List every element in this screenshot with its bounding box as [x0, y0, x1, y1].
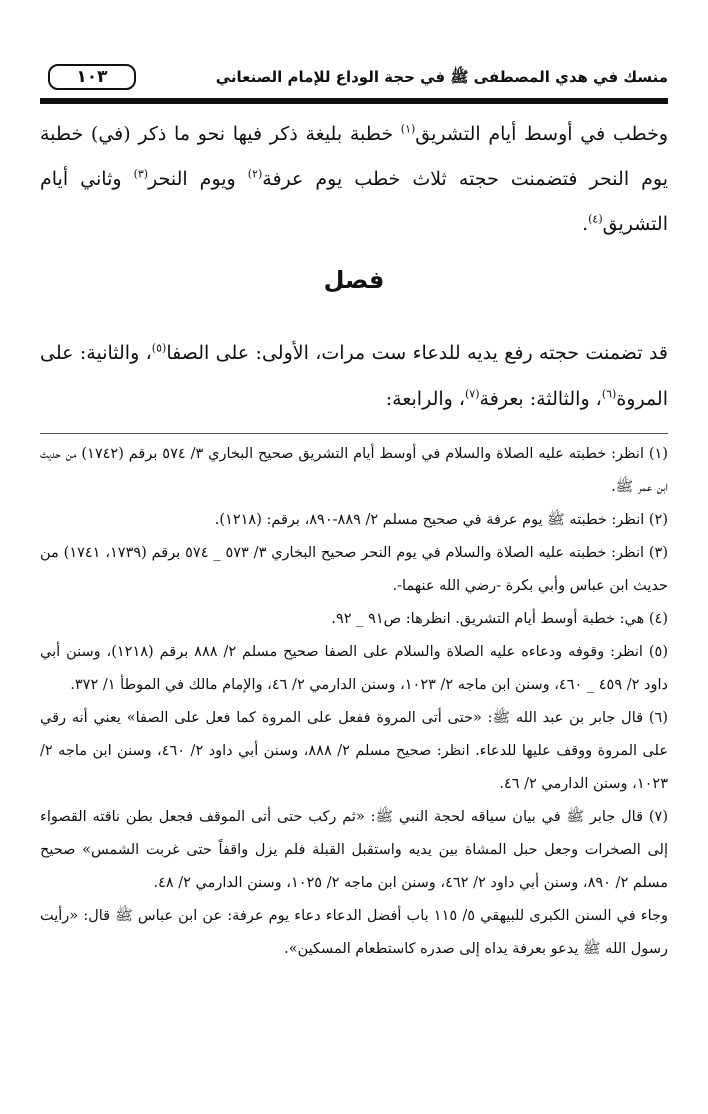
- footnote-ref-5[interactable]: (٥): [151, 341, 167, 355]
- paragraph-1: [40, 112, 668, 247]
- text-run: .: [582, 213, 589, 235]
- section-paragraph: [40, 330, 668, 422]
- footnote-2: (٢) انظر: خطبته ﷺ يوم عرفة في صحيح مسلم ٢/ ٨٨٩-٨٩٠، برقم: (١٢١٨).: [214, 512, 668, 528]
- footnote-3: (٣) انظر: خطبته عليه الصلاة والسلام في يوم النحر صحيح البخاري ٣/ ٥٧٣ _ ٥٧٤ برقم (١٧٣٩، ١٧٤١) من حديث ابن عباس وأبي بكرة -رضي الله عنهما-.: [40, 545, 668, 594]
- text-run: وخطب في أوسط أيام التشريق: [415, 123, 669, 145]
- footnote-ref-6[interactable]: (٦): [601, 387, 617, 401]
- main-text: [40, 112, 668, 247]
- footnote-4: (٤) هي: خطبة أوسط أيام التشريق. انظرها: ص٩١ _ ٩٢.: [331, 611, 668, 627]
- section-heading: فصل: [323, 266, 385, 294]
- page-number-text: ١٠٣: [76, 67, 108, 87]
- section-text: [40, 330, 668, 422]
- running-title: منسك في هدي المصطفى ﷺ في حجة الوداع للإمام الصنعاني: [215, 68, 668, 86]
- footnote-ref-2[interactable]: (٢): [247, 167, 263, 181]
- text-run: وثاني أيام التشريق: [40, 168, 668, 235]
- footnote-ref-4[interactable]: (٤): [588, 212, 603, 226]
- footnote-5: (٥) انظر: وقوفه ودعاءه عليه الصلاة والسلام على الصفا صحيح مسلم ٢/ ٨٨٨ برقم (١٢١٨)، وسنن أبي داود ٢/ ٤٥٩ _ ٤٦٠، وسنن ابن ماجه ٢/ ١٠٢٣، وسنن الدارمي ٢/ ٤٦، والإمام مالك في الموطأ ١/ ٣٧٢.: [40, 644, 668, 693]
- text-run: ويوم النحر: [148, 168, 248, 190]
- footnote-divider: [40, 433, 668, 434]
- text-run: ، والثانية: على المروة: [40, 342, 668, 410]
- footnotes: [40, 438, 668, 966]
- page-number: [48, 64, 136, 90]
- footnote-ref-1[interactable]: (١): [400, 122, 416, 136]
- text-run: خطبة بليغة ذكر فيها نحو ما ذكر (في) خطبة يوم النحر فتضمنت حجته ثلاث خطب يوم عرفة: [40, 123, 669, 190]
- header-rule: [40, 98, 668, 104]
- footnote-ref-3[interactable]: (٣): [133, 167, 149, 181]
- footnote-6: (٦) قال جابر بن عبد الله ﷺ: «حتى أتى المروة ففعل على المروة كما فعل على الصفا» يعني أنه رقي على المروة ووقف عليها للدعاء. انظر: صحيح مسلم ٢/ ٨٨٨، وسنن أبي داود ٢/ ٤٦٠، وسنن ابن ماجه ٢/ ١٠٢٣، وسنن الدارمي ٢/ ٤٦.: [40, 710, 669, 792]
- text-run: ، والثالثة: بعرفة: [479, 388, 602, 410]
- text-run: ، والرابعة:: [385, 388, 465, 410]
- footnote-1: (١) انظر: خطبته عليه الصلاة والسلام في أوسط أيام التشريق صحيح البخاري ٣/ ٥٧٤ برقم (١٧٤٢) من حديث ابن عمر ﷺ.: [40, 446, 668, 495]
- footnote-7-continued: وجاء في السنن الكبرى للبيهقي ٥/ ١١٥ باب أفضل الدعاء دعاء يوم عرفة: عن ابن عباس ﷺ قال: «رأيت رسول الله ﷺ يدعو بعرفة يداه إلى صدره كاستطعام المسكين».: [40, 908, 668, 957]
- text-run: قد تضمنت حجته رفع يديه للدعاء ست مرات، الأولى: على الصفا: [166, 342, 668, 364]
- footnote-ref-7[interactable]: (٧): [465, 387, 480, 401]
- footnote-7: (٧) قال جابر ﷺ في بيان سياقه لحجة النبي ﷺ: «ثم ركب حتى أتى الموقف فجعل بطن ناقته القصواء إلى الصخرات وجعل حبل المشاة بين يديه واستقبل القبلة فلم يزل واقفاً حتى غربت الشمس» صحيح مسلم ٢/ ٨٩٠، وسنن أبي داود ٢/ ٤٦٢، وسنن ابن ماجه ٢/ ١٠٢٥، وسنن الدارمي ٢/ ٤٨.: [40, 809, 668, 891]
